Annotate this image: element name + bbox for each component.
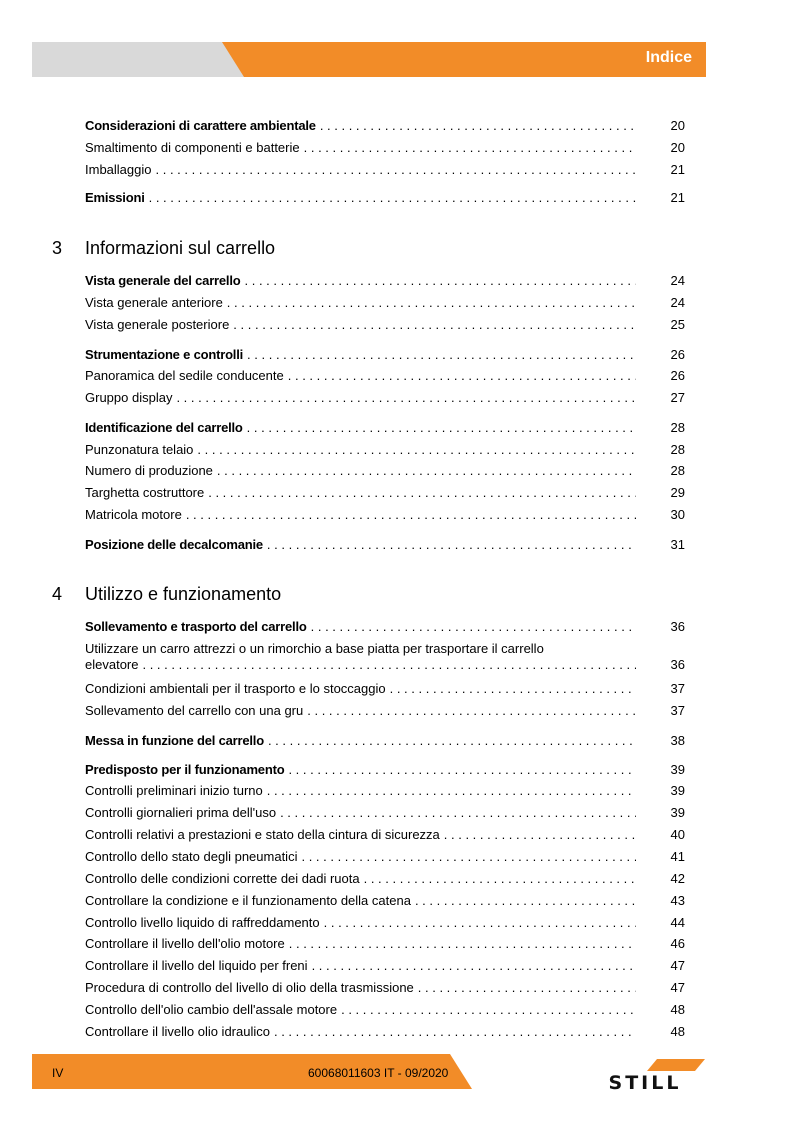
toc-entry-page: 48 <box>670 1002 685 1017</box>
chapter-number: 3 <box>52 238 63 258</box>
toc-entry[interactable] <box>85 871 685 887</box>
toc-entry-label: Vista generale posteriore <box>85 317 230 332</box>
toc-entry[interactable] <box>85 537 685 553</box>
header-orange-band <box>222 42 706 77</box>
toc-entry-page: 39 <box>670 805 685 820</box>
toc-entry[interactable] <box>85 390 685 406</box>
toc-entry-page: 42 <box>670 871 685 886</box>
toc-entry[interactable] <box>85 463 685 479</box>
toc-entry[interactable] <box>85 915 685 931</box>
toc-entry-label: Condizioni ambientali per il trasporto e lo stoccaggio <box>85 681 386 696</box>
toc-entry[interactable] <box>85 703 685 719</box>
toc-entry[interactable] <box>85 1002 685 1018</box>
toc-entry-page: 26 <box>670 368 685 383</box>
toc-leader <box>208 485 636 501</box>
toc-entry-page: 36 <box>670 657 685 672</box>
toc-entry-label: Vista generale anteriore <box>85 295 223 310</box>
toc-entry-label: Controllo livello liquido di raffreddamento <box>85 915 320 930</box>
toc-entry-page: 37 <box>670 703 685 718</box>
toc-leader <box>280 805 636 821</box>
toc-entry-page: 39 <box>670 762 685 777</box>
toc-entry-page: 46 <box>670 936 685 951</box>
toc-entry-label: Procedura di controllo del livello di olio della trasmissione <box>85 980 414 995</box>
section-title: Indice <box>645 49 692 66</box>
toc-leader <box>268 733 636 749</box>
toc-leader <box>156 162 637 178</box>
toc-entry[interactable] <box>85 317 685 333</box>
toc-entry-label: Imballaggio <box>85 162 152 177</box>
toc-leader <box>444 827 636 843</box>
toc-entry-page: 31 <box>670 537 685 552</box>
toc-entry-page: 24 <box>670 295 685 310</box>
toc-entry-label: Controlli preliminari inizio turno <box>85 783 263 798</box>
document-code: 60068011603 IT - 09/2020 <box>308 1066 449 1080</box>
toc-leader <box>217 463 636 479</box>
toc-leader <box>197 442 636 458</box>
toc-entry-page: 20 <box>670 118 685 133</box>
toc-entry-page: 21 <box>670 190 685 205</box>
toc-leader <box>274 1024 636 1040</box>
toc-entry-label: Messa in funzione del carrello <box>85 733 264 748</box>
toc-leader <box>311 619 636 635</box>
toc-entry[interactable] <box>85 936 685 952</box>
toc-leader <box>341 1002 636 1018</box>
chapter-number: 4 <box>52 584 63 604</box>
page-number: IV <box>52 1066 64 1080</box>
toc-leader <box>267 537 636 553</box>
chapter-heading[interactable] <box>52 584 281 605</box>
toc-leader <box>289 936 636 952</box>
toc-entry-page: 27 <box>670 390 685 405</box>
toc-leader <box>415 893 636 909</box>
toc-entry-page: 28 <box>670 442 685 457</box>
toc-entry-label: Posizione delle decalcomanie <box>85 537 263 552</box>
toc-entry-page: 28 <box>670 420 685 435</box>
toc-entry-page: 37 <box>670 681 685 696</box>
toc-entry[interactable] <box>85 190 685 206</box>
toc-entry[interactable] <box>85 733 685 749</box>
still-logo-text: STILL <box>608 1072 682 1091</box>
toc-leader <box>267 783 636 799</box>
toc-entry-label: Sollevamento del carrello con una gru <box>85 703 304 718</box>
toc-leader <box>288 368 636 384</box>
toc-entry[interactable] <box>85 485 685 501</box>
toc-entry[interactable] <box>85 347 685 363</box>
toc-entry[interactable] <box>85 507 685 523</box>
toc-leader <box>176 390 636 406</box>
still-logo <box>583 1057 707 1091</box>
chapter-title: Utilizzo e funzionamento <box>85 584 282 604</box>
toc-entry-label: Controllare il livello dell'olio motore <box>85 936 285 951</box>
chapter-title: Informazioni sul carrello <box>85 238 276 258</box>
toc-entry[interactable] <box>85 118 685 134</box>
toc-entry-label: Controllo delle condizioni corrette dei dadi ruota <box>85 871 360 886</box>
chapter-heading[interactable] <box>52 238 275 259</box>
toc-entry-label: Controllo dello stato degli pneumatici <box>85 849 298 864</box>
toc-entry-page: 47 <box>670 980 685 995</box>
toc-leader <box>307 703 636 719</box>
toc-entry-page: 38 <box>670 733 685 748</box>
toc-leader <box>390 681 636 697</box>
toc-entry[interactable] <box>85 273 685 289</box>
toc-leader <box>301 849 636 865</box>
toc-leader <box>418 980 636 996</box>
toc-entry-label: Identificazione del carrello <box>85 420 243 435</box>
toc-leader <box>304 140 636 156</box>
toc-entry-label: Controllo dell'olio cambio dell'assale motore <box>85 1002 338 1017</box>
toc-entry-label: Sollevamento e trasporto del carrello <box>85 619 307 634</box>
toc-entry-label: Strumentazione e controlli <box>85 347 244 362</box>
toc-entry[interactable] <box>85 980 685 996</box>
toc-leader <box>227 295 636 311</box>
toc-entry-page: 47 <box>670 958 685 973</box>
toc-entry[interactable] <box>85 762 685 778</box>
toc-leader <box>247 347 636 363</box>
toc-entry[interactable] <box>85 827 685 843</box>
toc-entry-label: Controlli giornalieri prima dell'uso <box>85 805 277 820</box>
toc-entry-page: 43 <box>670 893 685 908</box>
toc-entry-label: Targhetta costruttore <box>85 485 205 500</box>
toc-entry[interactable] <box>85 805 685 821</box>
toc-entry-label: elevatore <box>85 657 139 672</box>
toc-leader <box>364 871 636 887</box>
toc-entry-label: Controlli relativi a prestazioni e stato della cintura di sicurezza <box>85 827 440 842</box>
toc-entry-page: 28 <box>670 463 685 478</box>
toc-entry-label: Gruppo display <box>85 390 173 405</box>
toc-leader <box>245 273 636 289</box>
toc-entry[interactable] <box>85 442 685 458</box>
toc-leader <box>312 958 636 974</box>
toc-entry-page: 39 <box>670 783 685 798</box>
still-logo-chevron <box>647 1059 705 1071</box>
toc-entry[interactable] <box>85 368 685 384</box>
toc-entry-label: Considerazioni di carattere ambientale <box>85 118 316 133</box>
toc-entry-label: Matricola motore <box>85 507 182 522</box>
toc-entry-page: 25 <box>670 317 685 332</box>
toc-entry-label: Punzonatura telaio <box>85 442 194 457</box>
toc-entry[interactable] <box>85 619 685 635</box>
toc-entry[interactable] <box>85 295 685 311</box>
toc-leader <box>149 190 636 206</box>
toc-leader <box>324 915 636 931</box>
toc-entry-label: Controllare il livello del liquido per freni <box>85 958 308 973</box>
toc-entry-page: 44 <box>670 915 685 930</box>
toc-entry-label: Predisposto per il funzionamento <box>85 762 285 777</box>
toc-entry[interactable] <box>85 140 685 156</box>
toc-leader <box>233 317 636 333</box>
toc-entry-page: 40 <box>670 827 685 842</box>
toc-entry-page: 29 <box>670 485 685 500</box>
toc-entry-label: Vista generale del carrello <box>85 273 241 288</box>
toc-entry-label: Controllare la condizione e il funzionamento della catena <box>85 893 411 908</box>
toc-entry[interactable] <box>85 641 685 673</box>
toc-entry-page: 20 <box>670 140 685 155</box>
toc-entry-label: Panoramica del sedile conducente <box>85 368 284 383</box>
toc-entry-page: 48 <box>670 1024 685 1039</box>
toc-entry-label: Emissioni <box>85 190 145 205</box>
toc-leader <box>288 762 636 778</box>
toc-entry-label: Controllare il livello olio idraulico <box>85 1024 270 1039</box>
toc-entry[interactable] <box>85 1024 685 1040</box>
toc-entry[interactable] <box>85 420 685 436</box>
toc-entry[interactable] <box>85 958 685 974</box>
toc-entry-label: Numero di produzione <box>85 463 213 478</box>
toc-entry-page: 24 <box>670 273 685 288</box>
toc-entry[interactable] <box>85 681 685 697</box>
toc-entry-page: 30 <box>670 507 685 522</box>
toc-entry-page: 36 <box>670 619 685 634</box>
toc-leader <box>186 507 636 523</box>
toc-entry-page: 26 <box>670 347 685 362</box>
toc-entry-page: 41 <box>670 849 685 864</box>
toc-leader <box>247 420 636 436</box>
toc-entry[interactable] <box>85 162 685 178</box>
toc-entry[interactable] <box>85 783 685 799</box>
toc-entry[interactable] <box>85 849 685 865</box>
toc-entry-label: Smaltimento di componenti e batterie <box>85 140 300 155</box>
toc-entry-label-line1: Utilizzare un carro attrezzi o un rimorchio a base piatta per trasportare il carrello <box>85 641 544 656</box>
toc-entry[interactable] <box>85 893 685 909</box>
toc-entry-page: 21 <box>670 162 685 177</box>
toc-leader <box>320 118 636 134</box>
toc-leader <box>142 657 636 673</box>
